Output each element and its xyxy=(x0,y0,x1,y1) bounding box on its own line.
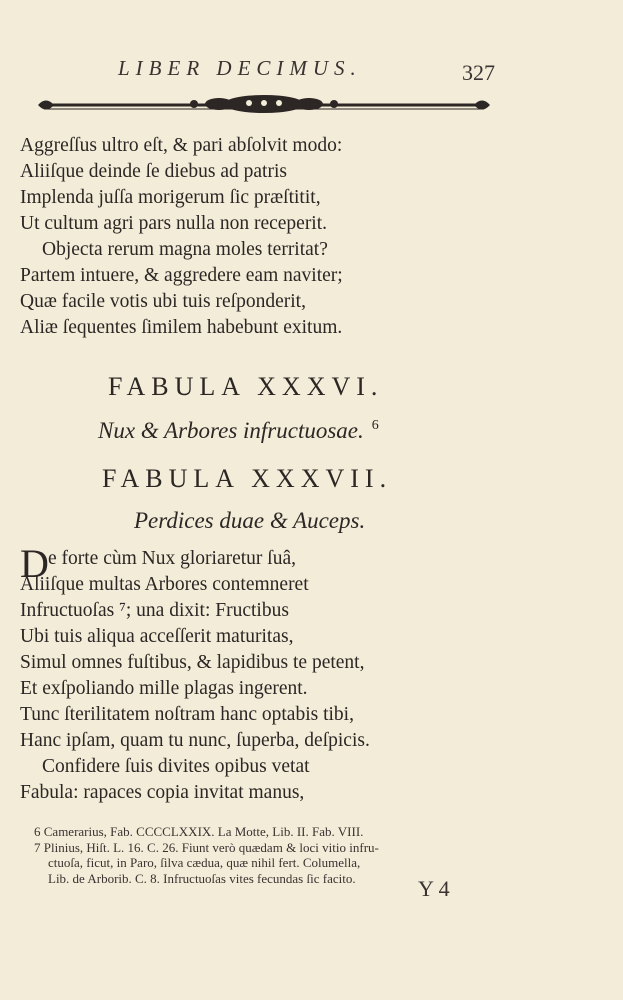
verse-block-fable-37 xyxy=(20,572,370,806)
verse-line: Ubi tuis aliqua acceſſerit maturitas, xyxy=(20,626,294,647)
running-head: LIBER DECIMUS. xyxy=(118,56,362,80)
footnote-line: 6 Camerarius, Fab. CCCCLXXIX. La Motte, Lib. II. Fab. VIII. xyxy=(34,824,364,839)
drop-cap: D xyxy=(20,541,49,586)
fable-37-heading: FABULA XXXVII. xyxy=(102,464,393,493)
footnote-ref-6: 6 xyxy=(371,418,379,434)
verse-line: Fabula: rapaces copia invitat manus, xyxy=(20,782,305,803)
verse-line: Infructuoſas ⁷; una dixit: Fructibus xyxy=(20,600,289,621)
verse-line: Simul omnes fuſtibus, & lapidibus te petent, xyxy=(20,652,365,673)
fable-36-title-text: Nux & Arbores infructuosae. xyxy=(98,418,364,443)
first-verse-line: e forte cùm Nux gloriaretur ſuâ, xyxy=(48,548,296,569)
verse-block-previous-fable xyxy=(20,133,343,341)
footnote-line: ctuoſa, ficut, in Paro, ſilva cædua, quæ nihil fert. Columella, xyxy=(48,855,361,870)
verse-line: Aliiſque deinde ſe diebus ad patris xyxy=(20,161,287,182)
ornament-rule-icon xyxy=(34,90,494,120)
page-number: 327 xyxy=(462,60,495,85)
fable-37-title: Perdices duae & Auceps. xyxy=(134,508,366,533)
verse-line: Aliiſque multas Arbores contemneret xyxy=(20,574,309,595)
footnote-line: Lib. de Arborib. C. 8. Infructuoſas vites fecundas ſic facito. xyxy=(48,870,356,886)
verse-line: Confidere ſuis divites opibus vetat xyxy=(42,756,310,777)
verse-line: Quæ facile votis ubi tuis reſponderit, xyxy=(20,291,306,312)
verse-line: Hanc ipſam, quam tu nunc, ſuperba, deſpicis. xyxy=(20,730,370,751)
verse-line: Ut cultum agri pars nulla non receperit. xyxy=(20,213,328,234)
fable-36-heading: FABULA XXXVI. xyxy=(108,372,384,401)
footnote-line: 7 Plinius, Hiſt. L. 16. C. 26. Fiunt verò quædam & loci vitio infru- xyxy=(34,839,379,855)
verse-line: Et exſpoliando mille plagas ingerent. xyxy=(20,678,308,699)
signature-mark: Y 4 xyxy=(418,876,450,901)
verse-line: Partem intuere, & aggredere eam naviter; xyxy=(20,265,343,286)
verse-line: Tunc ſterilitatem noſtram hanc optabis tibi, xyxy=(20,704,354,725)
fable-36-title xyxy=(98,418,379,444)
verse-line: Aggreſſus ultro eſt, & pari abſolvit modo: xyxy=(20,135,343,156)
verse-line: Aliæ ſequentes ſimilem habebunt exitum. xyxy=(20,317,343,338)
verse-line: Implenda juſſa morigerum ſic præſtitit, xyxy=(20,187,321,208)
verse-line: Objecta rerum magna moles territat? xyxy=(42,239,328,260)
footnotes xyxy=(34,824,379,886)
